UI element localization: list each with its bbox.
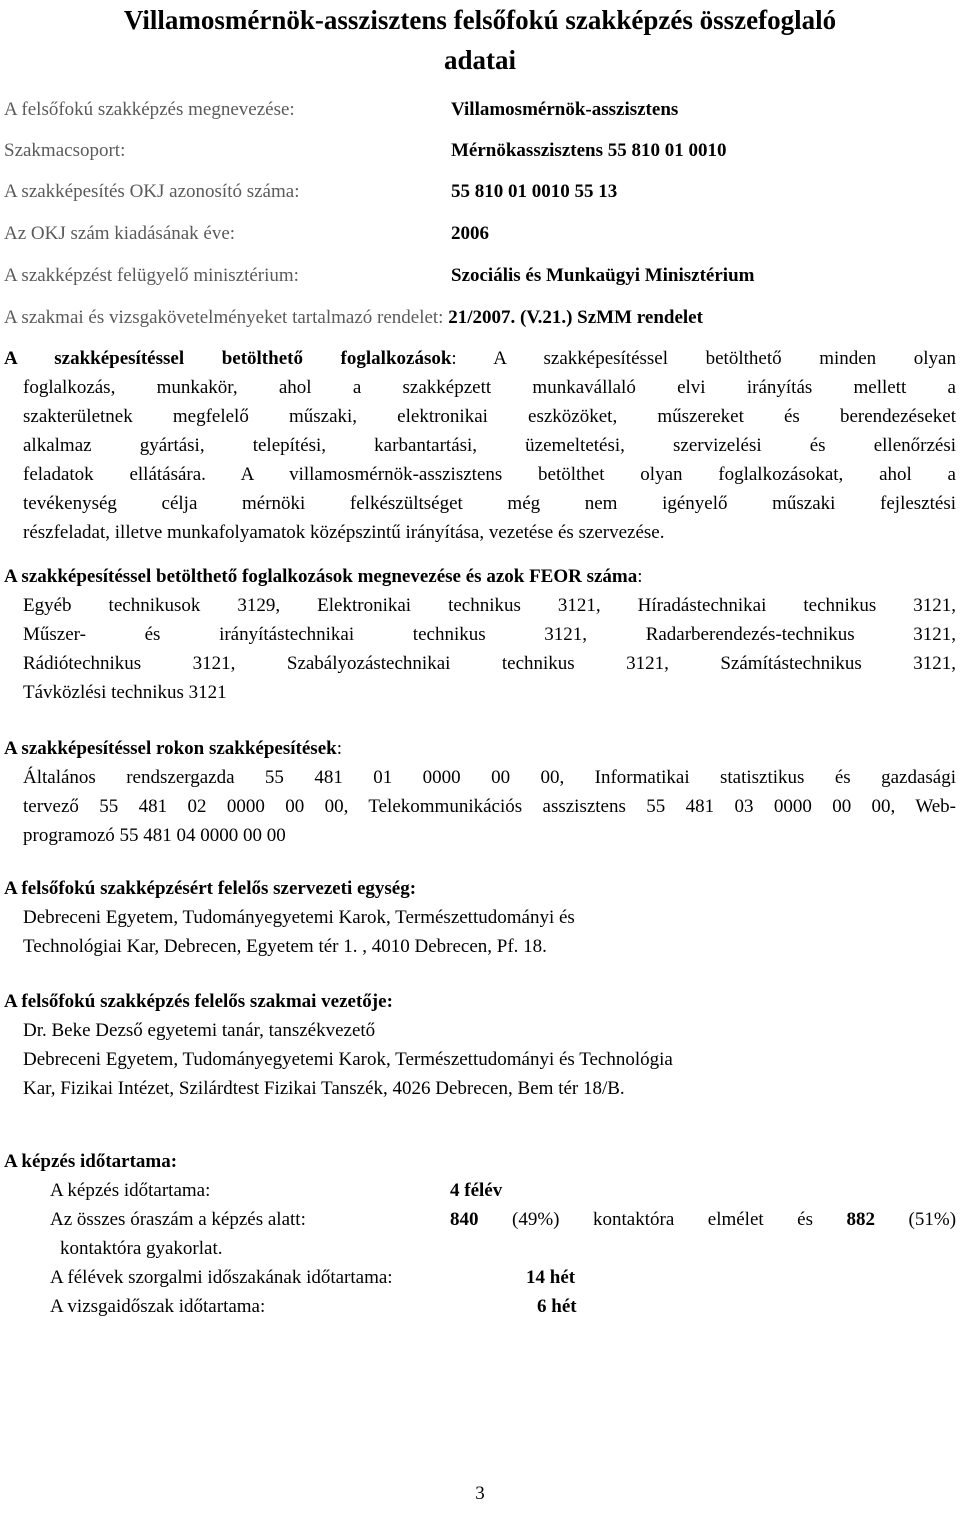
unit-section: A felsőfokú szakképzésért felelős szervezeti egység: Debreceni Egyetem, Tudományegyetemi Karok, Természettudományi és Technológiai Kar, Debrecen, Egyetem tér 1. , 4010 Debrecen, Pf. 18. bbox=[4, 874, 956, 961]
related-heading: A szakképesítéssel rokon szakképesítések bbox=[4, 738, 337, 759]
semester-value: 14 hét bbox=[526, 1267, 576, 1288]
leader-section: A felsőfokú szakképzés felelős szakmai vezetője: Dr. Beke Dezső egyetemi tanár, tanszékvezető Debreceni Egyetem, Tudományegyetemi Karok, Természettudományi és Technológia Kar, Fizikai Intézet, Szilárdtest Fizikai Tanszék, 4026 Debrecen, Bem tér 18/B. bbox=[4, 987, 956, 1103]
field-label: Az OKJ szám kiadásának éve: bbox=[4, 223, 236, 244]
duration-heading: A képzés időtartama: bbox=[4, 1151, 178, 1172]
leader-heading: A felsőfokú szakképzés felelős szakmai vezetője: bbox=[4, 991, 393, 1012]
field-value: Mérnökasszisztens 55 810 01 0010 bbox=[451, 140, 727, 161]
total-hours-value: 840 (49%) kontaktóra elmélet és 882 (51%) bbox=[450, 1209, 957, 1230]
duration-label: A képzés időtartama: bbox=[50, 1180, 211, 1201]
total-hours-cont: kontaktóra gyakorlat. bbox=[60, 1238, 223, 1259]
field-value: Szociális és Munkaügyi Minisztérium bbox=[451, 265, 755, 286]
field-value: Villamosmérnök-asszisztens bbox=[451, 99, 679, 120]
field-label: A szakmai és vizsgakövetelményeket tartalmazó rendelet: bbox=[4, 307, 444, 328]
field-value: 2006 bbox=[451, 223, 489, 244]
occupations-section: A szakképesítéssel betölthető foglalkozások: A szakképesítéssel betölthető minden olyan foglalkozás, munkakör, ahol a szakképzett munkavállaló elvi irányítás mellett a szakterületnek megfelelő műszaki, elektronikai eszközöket, műszereket és berendezéseket alkalmaz gyártási, telepítési, karbantartási, üzemeltetési, szervizelési és ellenőrzési feladatok ellátására. A villamosmérnök-asszisztens betölthet olyan foglalkozásokat, ahol a tevékenység célja mérnöki felkészültséget még nem igényelő műszaki fejlesztési részfeladat, illetve munkafolyamatok középszintű irányítása, vezetése és szervezése. bbox=[4, 348, 956, 543]
page-title: Villamosmérnök-asszisztens felsőfokú szakképzés összefoglaló adatai bbox=[123, 5, 837, 75]
related-section: A szakképesítéssel rokon szakképesítések: Általános rendszergazda 55 481 01 0000 00 00, Informatikai statisztikus és gazdasági tervező 55 481 02 0000 00 00, Telekommunikációs asszisztens 55 481 03 0000 00 00, Web- programozó 55 481 04 0000 00 00 bbox=[4, 738, 956, 846]
feor-heading: A szakképesítéssel betölthető foglalkozások megnevezése és azok FEOR száma bbox=[4, 566, 638, 587]
field-label: A szakképzést felügyelő minisztérium: bbox=[4, 265, 299, 286]
total-hours-label: Az összes óraszám a képzés alatt: bbox=[50, 1209, 306, 1230]
field-value: 21/2007. (V.21.) SzMM rendelet bbox=[448, 307, 703, 328]
field-label: Szakmacsoport: bbox=[4, 140, 126, 161]
occupations-heading: A szakképesítéssel betölthető foglalkozások bbox=[4, 348, 452, 369]
exam-period-value: 6 hét bbox=[537, 1296, 577, 1317]
duration-value: 4 félév bbox=[450, 1180, 503, 1201]
semester-label: A félévek szorgalmi időszakának időtartama: bbox=[50, 1267, 393, 1288]
exam-period-label: A vizsgaidőszak időtartama: bbox=[50, 1296, 266, 1317]
unit-heading: A felsőfokú szakképzésért felelős szervezeti egység: bbox=[4, 878, 417, 899]
feor-section: A szakképesítéssel betölthető foglalkozások megnevezése és azok FEOR száma: Egyéb technikusok 3129, Elektronikai technikus 3121, Híradástechnikai technikus 3121, Műszer- és irányítástechnikai technikus 3121, Radarberendezés-technikus 3121, Rádiótechnikus 3121, Szabályozástechnikai technikus 3121, Számítástechnikus 3121, Távközlési technikus 3121 bbox=[4, 566, 956, 703]
page-number: 3 bbox=[475, 1483, 485, 1504]
field-value: 55 810 01 0010 55 13 bbox=[451, 181, 618, 202]
field-label: A felsőfokú szakképzés megnevezése: bbox=[4, 99, 295, 120]
field-label: A szakképesítés OKJ azonosító száma: bbox=[4, 181, 300, 202]
field-decree bbox=[4, 306, 954, 330]
